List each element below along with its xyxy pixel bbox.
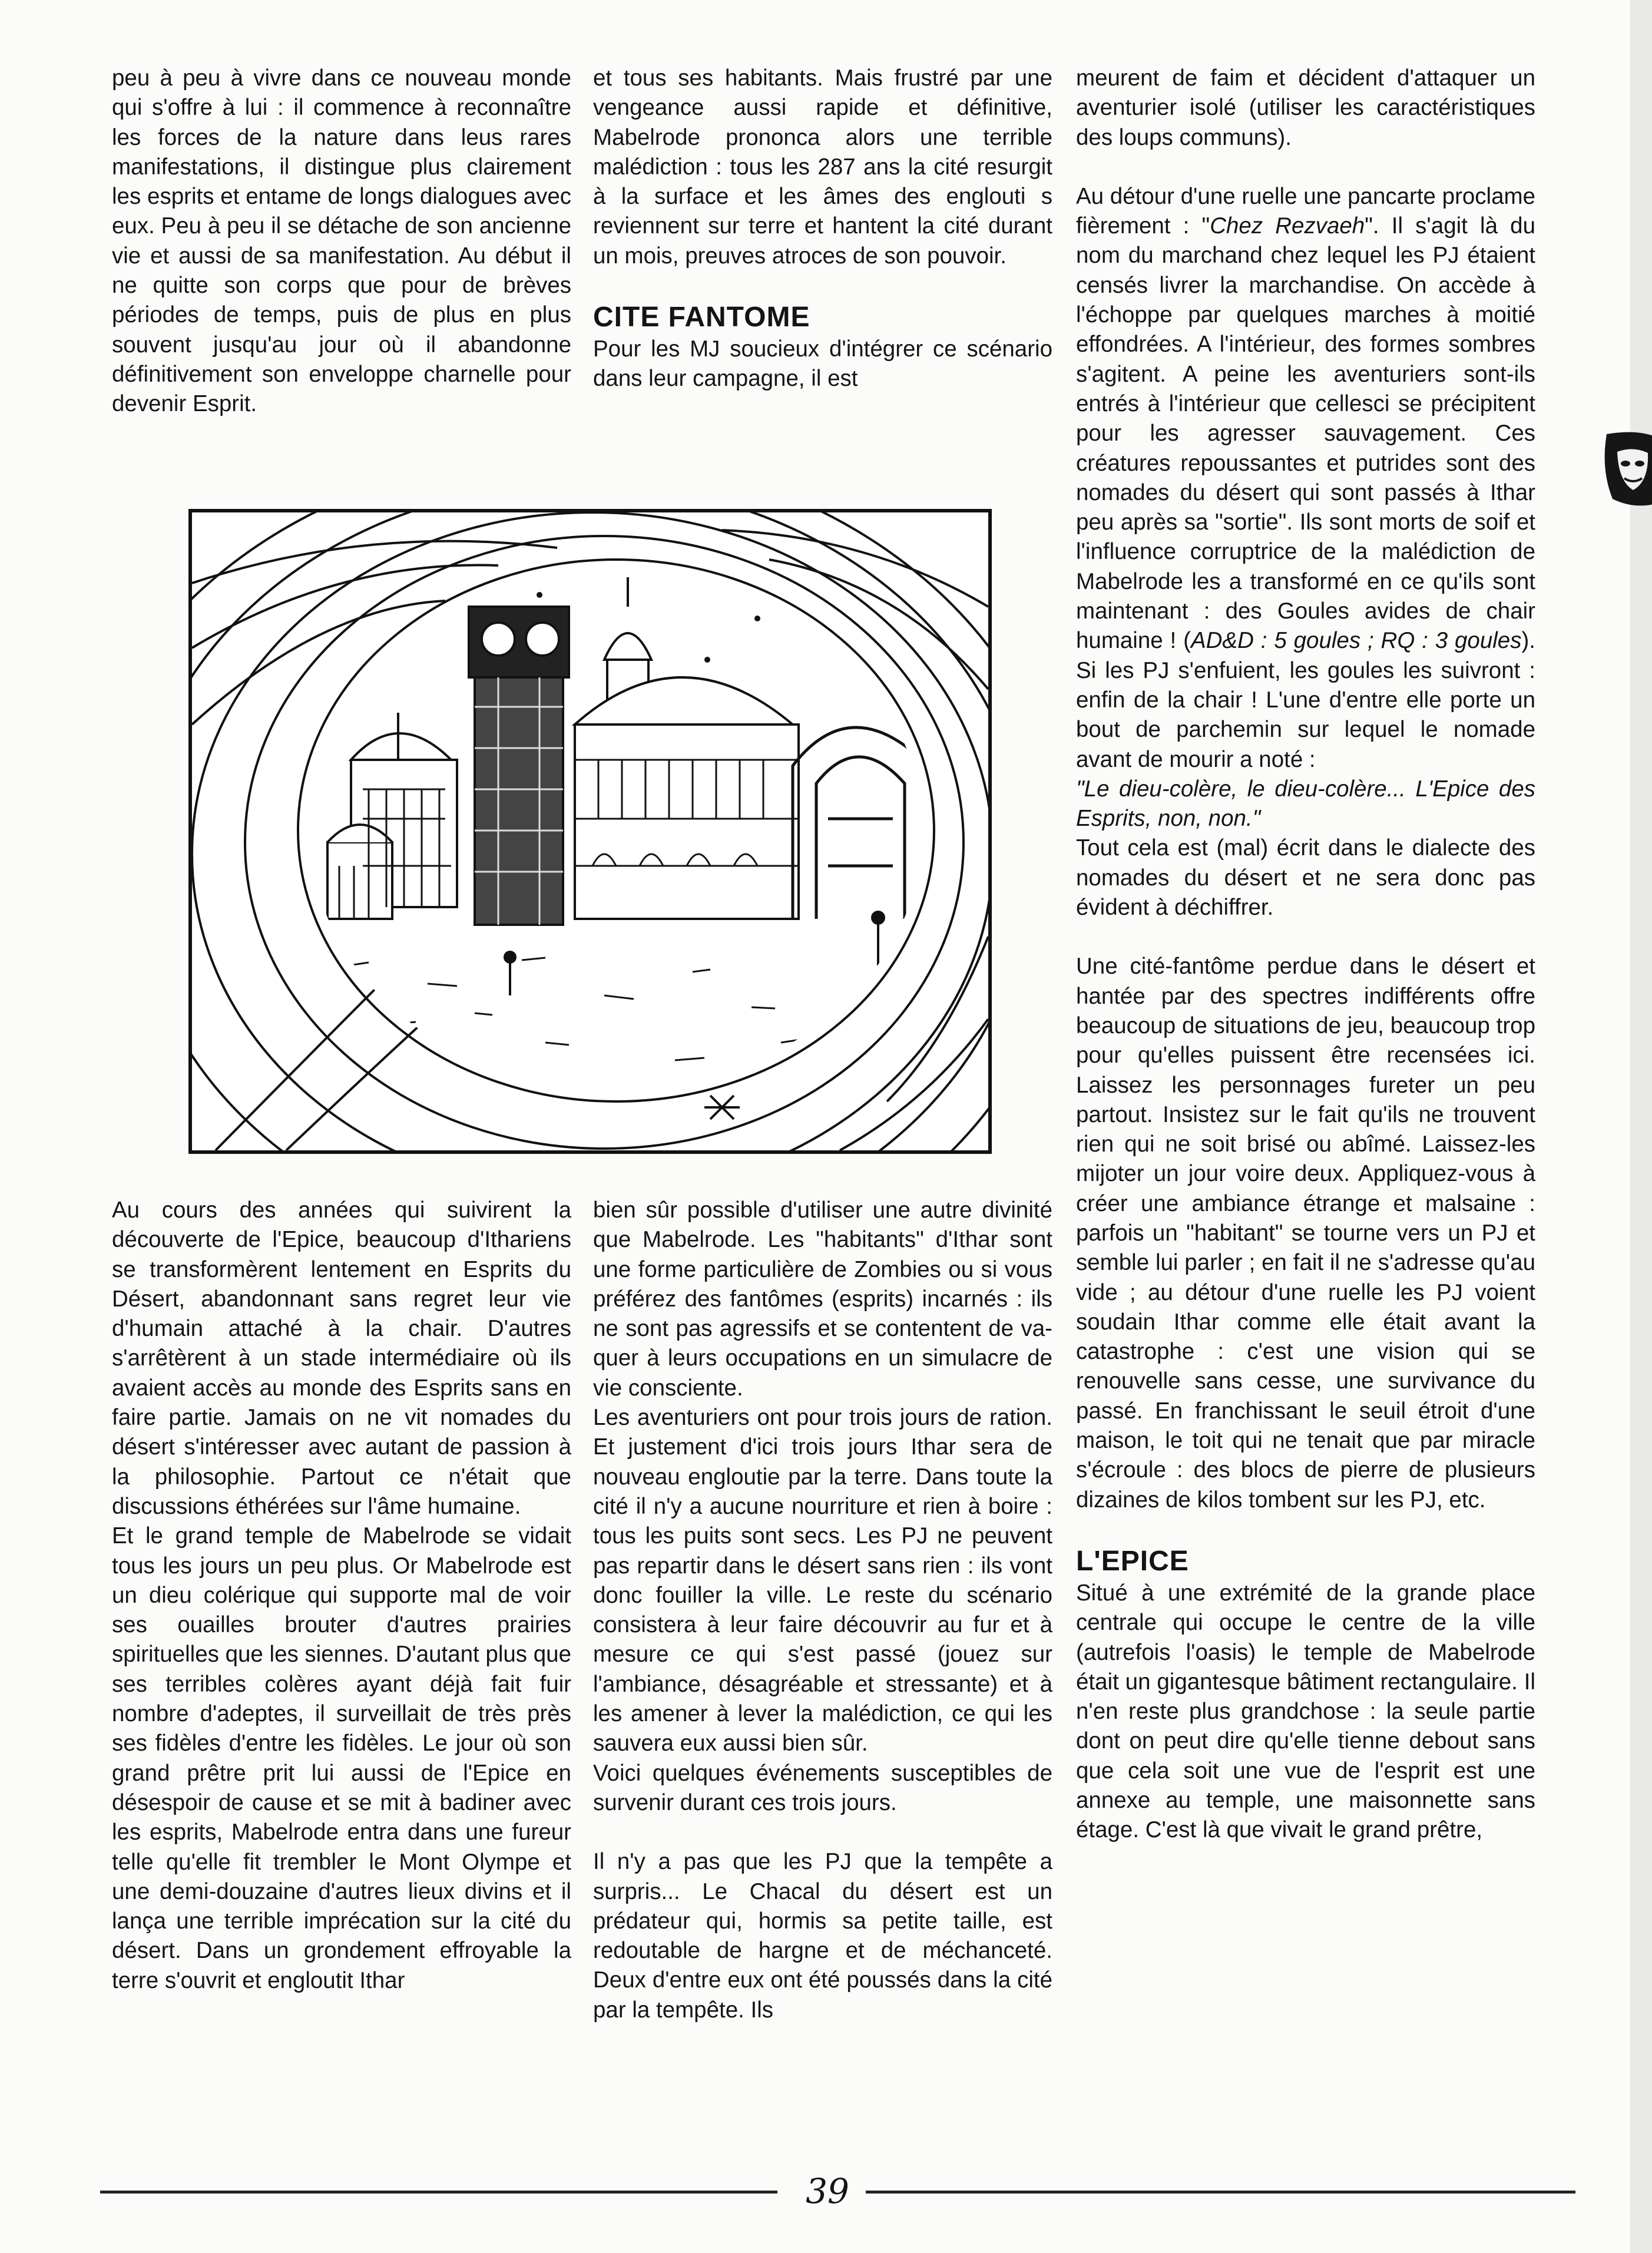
quote bbox=[1076, 775, 1535, 834]
paragraph: peu à peu à vivre dans ce nouveau monde qui s'offre à lui : il commence à reconnaître les forces de la nature dans leus rares manifestations, il distingue plus clairement les esprits et entame de longs dialogues avec eux. Peu à peu il se détache de son ancienne vie et aussi de sa manifestation. Au début il ne quitte son corps que pour de brèves périodes de temps, puis de plus en plus souvent jusqu'au jour où il abandonne définitivement son enveloppe charnelle pour devenir Esprit. bbox=[112, 65, 571, 417]
paragraph: Tout cela est (mal) écrit dans le dialecte des nomades du désert et ne sera donc pas évident à déchiffrer. bbox=[1076, 835, 1535, 921]
footer-rule-right bbox=[866, 2191, 1575, 2194]
paragraph: meurent de faim et décident d'attaquer un aventurier isolé (utiliser les caractéristiques des loups communs). bbox=[1076, 65, 1535, 150]
text-run-italic: AD&D : 5 goules ; RQ : 3 goules bbox=[1190, 628, 1522, 654]
paragraph: et tous ses habitants. Mais frustré par une vengeance aussi rapide et définitive, Mabelrode prononca alors une terrible malédiction : tous les 287 ans la cité resurgit à la surface et les âmes des englouti s reviennent sur terre et hantent la cité durant un mois, preuves atroces de son pouvoir. bbox=[593, 65, 1052, 269]
column-1-bottom bbox=[112, 1196, 571, 1996]
page-number: 39 bbox=[806, 2171, 849, 2211]
column-2-bottom bbox=[593, 1196, 1052, 2025]
paragraph: Une cité-fantôme perdue dans le désert et hantée par des spectres indifférents offre beaucoup de situations de jeu, beaucoup trop pour qu'elles puissent être recensées ici. Laissez les personnages fureter un peu partout. Insistez sur le fait qu'ils ne trouvent rien qui ne soit brisé ou abîmé. Laissez-les mijoter un jour voire deux. Appliquez-vous à créer une ambiance étrange et malsaine : parfois un "habitant" se tourne vers un PJ et semble lui parler ; en fait il ne s'adresse qu'au vide ; au détour d'une ruelle les PJ voient soudain Ithar comme elle était avant la catastrophe : c'est une vision qui se renouvelle sans cesse, une survivance du passé. En franchissant le seuil étroit d'une maison, le toit qui ne tenait que par miracle s'écroule : des blocs de pierre de plusieurs dizaines de kilos tombent sur les PJ, etc. bbox=[1076, 954, 1535, 1513]
section-heading: L'EPICE bbox=[1076, 1545, 1189, 1577]
paragraph: Situé à une extrémité de la grande place centrale qui occupe le centre de la ville (autrefois l'oasis) le temple de Mabelrode était un gigantesque bâtiment rectangulaire. Il n'en reste plus grandchose : la seule partie dont on peut dire qu'elle tienne debout sans que cela soit une vue de l'esprit est une annexe au temple, une maisonnette sans étage. C'est là que vivait le grand prêtre, bbox=[1076, 1580, 1535, 1843]
quote-text: "Le dieu-colère, le dieu-colère... L'Epice des Esprits, non, non." bbox=[1076, 776, 1535, 832]
column-2-top bbox=[593, 64, 1052, 394]
text-run: ". Il s'agit là du nom du marchand chez lequel les PJ étaient censés livrer la marchandise. On accède à l'échoppe par quelques marches à moitié effondrées. A l'intérieur, des formes sombres s'agitent. A peine les aventuriers sont-ils entrés à l'intérieur que cellesci se précipitent pour les agresser sauvagement. Ces créatures repoussantes et putrides sont des nomades du désert qui sont passés à Ithar peu après sa "sortie". Ils sont morts de soif et l'influence corruptrice de la malédiction de Mabelrode les a transformé en ce qu'ils sont maintenant : des Goules avides de chair humaine ! ( bbox=[1076, 213, 1535, 654]
paragraph: Pour les MJ soucieux d'intégrer ce scénario dans leur campagne, il est bbox=[593, 336, 1052, 392]
mask-icon bbox=[1601, 428, 1652, 511]
paragraph bbox=[1076, 182, 1535, 775]
column-1-top bbox=[112, 64, 571, 419]
paragraph: Au cours des années qui suivirent la découverte de l'Epice, beaucoup d'Ithariens se transformèrent lentement en Esprits du Désert, abandonnant sans regret leur vie d'humain attaché à la chair. D'autres s'arrêtèrent à un stade intermédiaire où ils avaient accès au monde des Esprits sans en faire partie. Jamais on ne vit nomades du désert s'intéresser avec autant de passion à la philosophie. Partout ce n'était que discussions éthérées sur l'âme humaine. bbox=[112, 1197, 571, 1519]
paragraph: Il n'y a pas que les PJ que la tempête a surpris... Le Chacal du désert est un prédateur qui, hormis sa petite taille, est redoutable de hargne et de méchanceté. Deux d'entre eux ont été poussés dans la cité par la tempête. Ils bbox=[593, 1849, 1052, 2023]
paragraph: Et le grand temple de Mabelrode se vidait tous les jours un peu plus. Or Mabelrode est un dieu colérique qui supporte mal de voir ses ouailles brouter d'autres prairies spirituelles que les siennes. D'autant plus que ses terribles colères ayant déjà fait fuir nombre d'adeptes, il surveillait de très près ses fidèles d'entre les fidèles. Le jour où son grand prêtre prit lui aussi de l'Epice en désespoir de cause et se mit à badiner avec les esprits, Mabelrode entra dans une fureur telle qu'elle fit trembler le Mont Olympe et une demi-douzaine d'autres lieux divins et il lança une terrible imprécation sur la cité du désert. Dans un grondement effroyable la terre s'ouvrit et engloutit Ithar bbox=[112, 1523, 571, 1993]
section-heading: CITE FANTOME bbox=[593, 302, 810, 333]
text-run: ). Si les PJ s'enfuient, les goules les suivront : enfin de la chair ! L'une d'entre elle porte un bout de parchemin sur lequel le nomade avant de mourir a noté : bbox=[1076, 628, 1535, 772]
column-3 bbox=[1076, 64, 1535, 1845]
paragraph: Les aventuriers ont pour trois jours de ration. Et justement d'ici trois jours Ithar sera de nouveau engloutie par la terre. Dans toute la cité il n'y a aucune nourriture et rien à boire : tous les puits sont secs. Les PJ ne peuvent pas repartir dans le désert sans rien : ils vont donc fouiller la ville. Le reste du scénario consistera à leur faire découvrir au fur et à mesure ce qui s'est passé (jouez sur l'ambiance, désagréable et stressante) et à les amener à lever la malédiction, ce qui les sauvera eux aussi bien sûr. bbox=[593, 1405, 1052, 1756]
footer-rule-left bbox=[100, 2191, 777, 2194]
paragraph: Voici quelques événements susceptibles de survenir durant ces trois jours. bbox=[593, 1760, 1052, 1815]
signature-mark bbox=[704, 1096, 740, 1119]
ghost-city-illustration bbox=[188, 509, 992, 1154]
paragraph: bien sûr possible d'utiliser une autre divinité que Mabelrode. Les "habitants" d'Ithar sont une forme particulière de Zombies ou si vous préférez des fantômes (esprits) incarnés : ils ne sont pas agressifs et se contentent de vaquer à leurs occupations en un simulacre de vie consciente. bbox=[593, 1197, 1052, 1401]
text-run-italic: Chez Rezvaeh bbox=[1210, 213, 1365, 239]
text-run: Au détour d'une ruelle une pancarte proclame fièrement : " bbox=[1076, 183, 1536, 239]
page-edge bbox=[1630, 0, 1652, 2253]
